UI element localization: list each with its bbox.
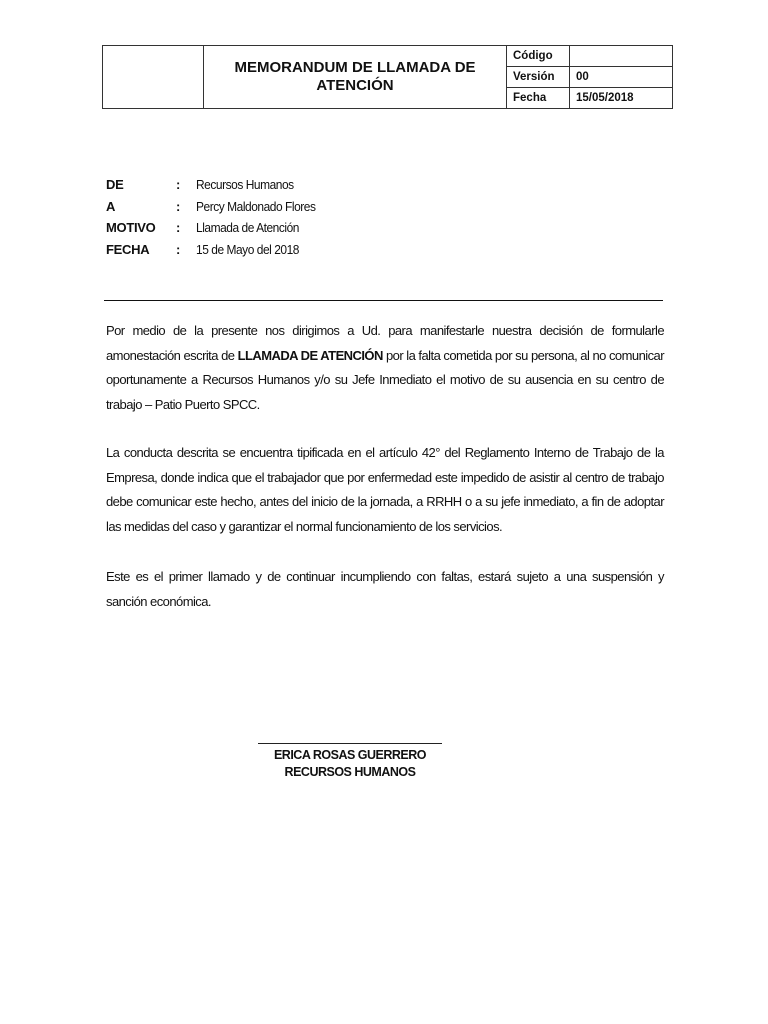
version-value: 00 — [570, 67, 673, 88]
field-to — [106, 196, 326, 218]
field-label: MOTIVO — [106, 220, 156, 236]
version-label: Versión — [507, 67, 570, 88]
field-colon: : — [176, 177, 181, 193]
paragraph-text: por la falta cometida por su persona, al no comunicar oportunamente a Recursos Humanos y/o su Jefe Inmediato el motivo de su ausencia en su centro de trabajo – Patio Puerto SPCC. — [106, 347, 664, 412]
field-value: Recursos Humanos — [196, 177, 294, 193]
field-value: Llamada de Atención — [196, 220, 299, 236]
body-paragraph-3: Este es el primer llamado y de continuar incumpliendo con faltas, estará sujeto a una suspensión y sanción económica. — [106, 569, 664, 609]
paragraph-text: Por medio de la presente nos dirigimos a Ud. para manifestarle nuestra decisión de formularle amonestación escrita de — [106, 323, 664, 363]
field-from — [106, 174, 326, 196]
field-colon: : — [176, 198, 181, 214]
signer-department: RECURSOS HUMANOS — [284, 765, 416, 779]
field-value: Percy Maldonado Flores — [196, 198, 316, 214]
code-label: Código — [507, 46, 570, 67]
signer-name: ERICA ROSAS GUERRERO — [273, 748, 427, 762]
signature-line — [258, 743, 442, 744]
bold-emphasis: LLAMADA DE ATENCIÓN — [237, 347, 383, 363]
field-label: DE — [106, 177, 124, 193]
memo-fields — [106, 174, 326, 260]
code-value — [570, 46, 673, 67]
date-label: Fecha — [507, 88, 570, 109]
title-line-2: ATENCIÓN — [316, 77, 394, 94]
document-header-table — [102, 45, 673, 109]
body-paragraph-1 — [106, 319, 664, 417]
field-label: A — [106, 198, 116, 214]
horizontal-divider — [104, 300, 663, 301]
logo-cell — [103, 46, 204, 109]
signature-block — [258, 735, 442, 781]
field-label: FECHA — [106, 241, 150, 257]
field-subject — [106, 217, 326, 239]
document-title — [204, 46, 507, 109]
date-value: 15/05/2018 — [570, 88, 673, 109]
body-paragraph-2: La conducta descrita se encuentra tipificada en el artículo 42° del Reglamento Interno de Trabajo de la Empresa, donde indica que el trabajador que por enfermedad este impedido de asistir al centro de trabajo debe comunicar este hecho, antes del inicio de la jornada, a RRHH o a su jefe inmediato, a fin de adoptar las medidas del caso y garantizar el normal funcionamiento de los servicios. — [106, 445, 664, 534]
field-colon: : — [176, 241, 181, 257]
title-line-1: MEMORANDUM DE LLAMADA DE — [234, 59, 476, 76]
field-value: 15 de Mayo del 2018 — [196, 241, 299, 257]
field-colon: : — [176, 220, 181, 236]
field-date — [106, 239, 326, 261]
